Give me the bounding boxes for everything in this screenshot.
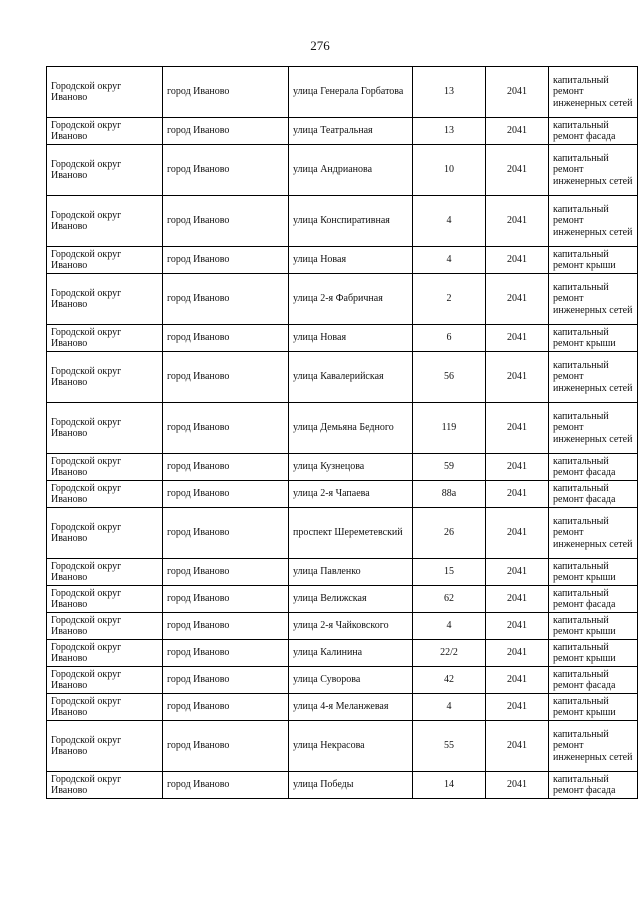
cell-street: улица Генерала Горбатова [289,67,413,118]
table-row [47,481,638,508]
cell-city: город Иваново [163,274,289,325]
cell-street: улица Новая [289,325,413,352]
cell-work-type: капитальный ремонт крыши [549,325,638,352]
cell-okrug: Городской округ Иваново [47,667,163,694]
cell-street: улица Кузнецова [289,454,413,481]
cell-year: 2041 [486,403,549,454]
cell-city: город Иваново [163,667,289,694]
cell-house-number: 59 [413,454,486,481]
cell-house-number: 26 [413,508,486,559]
cell-year: 2041 [486,325,549,352]
cell-house-number: 15 [413,559,486,586]
cell-okrug: Городской округ Иваново [47,67,163,118]
cell-work-type: капитальный ремонт инженерных сетей [549,274,638,325]
cell-okrug: Городской округ Иваново [47,508,163,559]
cell-house-number: 119 [413,403,486,454]
cell-house-number: 22/2 [413,640,486,667]
cell-year: 2041 [486,586,549,613]
cell-work-type: капитальный ремонт фасада [549,454,638,481]
cell-house-number: 42 [413,667,486,694]
cell-year: 2041 [486,196,549,247]
table-row [47,559,638,586]
cell-work-type: капитальный ремонт крыши [549,247,638,274]
table-row [47,508,638,559]
cell-year: 2041 [486,721,549,772]
table-row [47,694,638,721]
table-row [47,772,638,799]
cell-work-type: капитальный ремонт фасада [549,667,638,694]
cell-year: 2041 [486,118,549,145]
cell-house-number: 4 [413,694,486,721]
table-row [47,454,638,481]
cell-work-type: капитальный ремонт инженерных сетей [549,403,638,454]
cell-okrug: Городской округ Иваново [47,247,163,274]
cell-okrug: Городской округ Иваново [47,772,163,799]
table-row [47,721,638,772]
cell-work-type: капитальный ремонт крыши [549,613,638,640]
cell-work-type: капитальный ремонт инженерных сетей [549,67,638,118]
table-row [47,145,638,196]
table-row [47,247,638,274]
cell-house-number: 14 [413,772,486,799]
cell-street: улица Велижская [289,586,413,613]
cell-city: город Иваново [163,508,289,559]
cell-house-number: 56 [413,352,486,403]
cell-city: город Иваново [163,454,289,481]
table-row [47,640,638,667]
table-row [47,613,638,640]
cell-street: улица Новая [289,247,413,274]
cell-street: улица Победы [289,772,413,799]
cell-city: город Иваново [163,145,289,196]
cell-house-number: 62 [413,586,486,613]
table-row [47,196,638,247]
cell-year: 2041 [486,352,549,403]
cell-okrug: Городской округ Иваново [47,559,163,586]
cell-house-number: 4 [413,613,486,640]
cell-house-number: 88а [413,481,486,508]
cell-work-type: капитальный ремонт фасада [549,118,638,145]
cell-street: улица 2-я Чапаева [289,481,413,508]
cell-street: улица Суворова [289,667,413,694]
cell-year: 2041 [486,613,549,640]
cell-house-number: 10 [413,145,486,196]
cell-work-type: капитальный ремонт инженерных сетей [549,352,638,403]
table-row [47,118,638,145]
cell-city: город Иваново [163,325,289,352]
cell-street: улица 4-я Меланжевая [289,694,413,721]
cell-city: город Иваново [163,694,289,721]
cell-okrug: Городской округ Иваново [47,274,163,325]
cell-street: улица Театральная [289,118,413,145]
cell-work-type: капитальный ремонт инженерных сетей [549,721,638,772]
cell-okrug: Городской округ Иваново [47,721,163,772]
cell-city: город Иваново [163,586,289,613]
page-number: 276 [310,38,330,53]
table-row [47,667,638,694]
table-body [47,67,638,799]
cell-work-type: капитальный ремонт инженерных сетей [549,196,638,247]
cell-okrug: Городской округ Иваново [47,640,163,667]
cell-okrug: Городской округ Иваново [47,118,163,145]
cell-okrug: Городской округ Иваново [47,586,163,613]
cell-street: улица Кавалерийская [289,352,413,403]
cell-okrug: Городской округ Иваново [47,352,163,403]
cell-house-number: 4 [413,247,486,274]
cell-work-type: капитальный ремонт фасада [549,586,638,613]
cell-year: 2041 [486,694,549,721]
cell-house-number: 2 [413,274,486,325]
cell-city: город Иваново [163,613,289,640]
cell-street: улица Демьяна Бедного [289,403,413,454]
cell-street: улица 2-я Чайковского [289,613,413,640]
cell-city: город Иваново [163,352,289,403]
cell-house-number: 13 [413,118,486,145]
cell-city: город Иваново [163,118,289,145]
cell-year: 2041 [486,667,549,694]
cell-house-number: 55 [413,721,486,772]
repair-schedule-table [46,66,638,799]
cell-okrug: Городской округ Иваново [47,481,163,508]
cell-city: город Иваново [163,772,289,799]
table-row [47,325,638,352]
cell-city: город Иваново [163,559,289,586]
cell-street: улица Калинина [289,640,413,667]
cell-year: 2041 [486,145,549,196]
cell-city: город Иваново [163,721,289,772]
cell-street: улица Конспиративная [289,196,413,247]
cell-street: проспект Шереметевский [289,508,413,559]
cell-year: 2041 [486,247,549,274]
cell-year: 2041 [486,508,549,559]
cell-work-type: капитальный ремонт фасада [549,772,638,799]
cell-street: улица Андрианова [289,145,413,196]
table-row [47,352,638,403]
cell-okrug: Городской округ Иваново [47,454,163,481]
cell-city: город Иваново [163,481,289,508]
cell-city: город Иваново [163,196,289,247]
table-row [47,274,638,325]
table-row [47,586,638,613]
cell-house-number: 13 [413,67,486,118]
cell-year: 2041 [486,559,549,586]
cell-year: 2041 [486,772,549,799]
cell-year: 2041 [486,67,549,118]
cell-okrug: Городской округ Иваново [47,613,163,640]
cell-year: 2041 [486,640,549,667]
cell-okrug: Городской округ Иваново [47,694,163,721]
cell-work-type: капитальный ремонт крыши [549,694,638,721]
cell-house-number: 4 [413,196,486,247]
cell-okrug: Городской округ Иваново [47,325,163,352]
table-row [47,67,638,118]
cell-work-type: капитальный ремонт инженерных сетей [549,145,638,196]
cell-okrug: Городской округ Иваново [47,196,163,247]
cell-street: улица Павленко [289,559,413,586]
cell-street: улица Некрасова [289,721,413,772]
cell-house-number: 6 [413,325,486,352]
cell-work-type: капитальный ремонт крыши [549,640,638,667]
cell-okrug: Городской округ Иваново [47,403,163,454]
cell-city: город Иваново [163,403,289,454]
cell-year: 2041 [486,274,549,325]
cell-work-type: капитальный ремонт крыши [549,559,638,586]
cell-city: город Иваново [163,247,289,274]
cell-work-type: капитальный ремонт инженерных сетей [549,508,638,559]
table-row [47,403,638,454]
cell-okrug: Городской округ Иваново [47,145,163,196]
cell-street: улица 2-я Фабричная [289,274,413,325]
cell-city: город Иваново [163,640,289,667]
cell-work-type: капитальный ремонт фасада [549,481,638,508]
cell-city: город Иваново [163,67,289,118]
cell-year: 2041 [486,454,549,481]
cell-year: 2041 [486,481,549,508]
